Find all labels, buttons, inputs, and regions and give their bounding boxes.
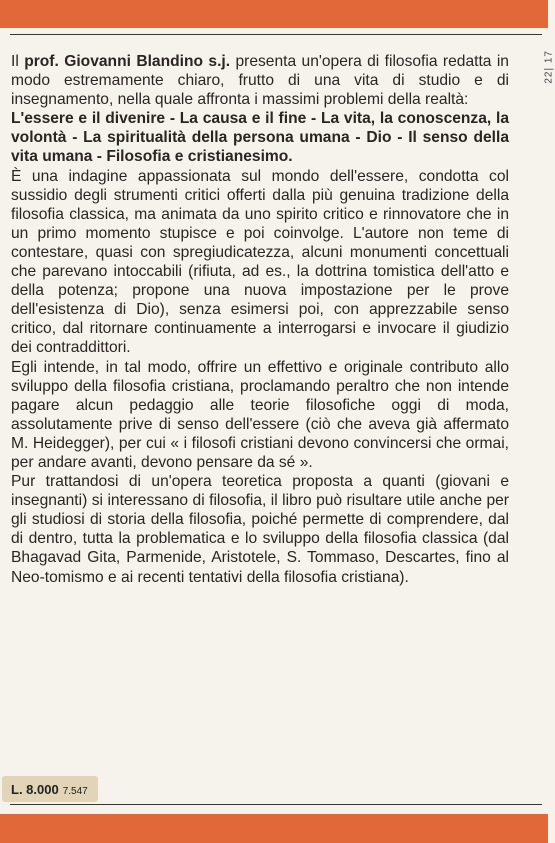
price-sub: 7.547 (62, 786, 88, 797)
intro-rest: presenta un'opera di filosofia redatta in modo estremamente chiaro, frutto di una vita di studio e di insegnamento, nella quale affronta i massimi problemi della realtà: (11, 53, 509, 109)
price-label (11, 782, 88, 797)
author-name: prof. Giovanni Blandino s.j. (24, 53, 231, 70)
blurb-paragraph-4: Pur trattandosi di un'opera teoretica proposta a quanti (giovani e insegnanti) si interessano di filosofia, il libro può risultare utile anche per gli studiosi di storia della filosofia, poiché permette di comprendere, dal di dentro, tutta la problematica e lo sviluppo della filosofia classica (dal Bhagavad Gita, Parmenide, Aristotele, S. Tommaso, Descartes, fino al Neo-tomismo e ai recenti tentativi della filosofia cristiana). (11, 473, 509, 586)
blurb-paragraph-intro (11, 52, 509, 109)
topics-list: L'essere e il divenire - La causa e il fine - La vita, la conoscenza, la volontà - La spiritualità della persona umana - Dio - Il senso della vita umana - Filosofia e cristianesimo. (11, 110, 509, 166)
blurb-paragraph-2: È una indagine appassionata sul mondo dell'essere, condotta col sussidio degli strumenti critici offerti dalla più genuina tradizione della filosofia classica, ma animata da uno spirito critico e rinnovatore che in un primo momento stupisce e poi coinvolge. L'autore non teme di contestare, quasi con spregiudicatezza, alcuni monumenti concettuali che parevano intoccabili (rifiuta, ad es., la dottrina tomistica dell'atto e della potenza; propone una nuova impostazione per le prove dell'esistenza di Dio), senza esimersi poi, con apprezzabile senso critico, dal ritornare continuamente a interrogarsi e invocare il giudizio dei contraddittori. (11, 167, 509, 357)
bottom-rule (10, 804, 542, 805)
bottom-orange-band (0, 814, 548, 843)
top-orange-band (0, 0, 548, 28)
back-cover-blurb (11, 52, 509, 587)
catalog-code: 22| 17 (544, 50, 555, 84)
blurb-paragraph-3: Egli intende, in tal modo, offrire un effettivo e originale contributo allo sviluppo della filosofia cristiana, proclamando peraltro che non intende pagare alcun pedaggio alle teorie filosofiche oggi di moda, assolutamente prive di senso dell'essere (ciò che aveva già affermato M. Heidegger), per cui « i filosofi cristiani devono convincersi che ormai, per andare avanti, devono pensare da sé ». (11, 358, 509, 471)
intro-text: Il (11, 53, 25, 70)
price-main: L. 8.000 (11, 782, 59, 797)
top-rule (10, 34, 542, 35)
